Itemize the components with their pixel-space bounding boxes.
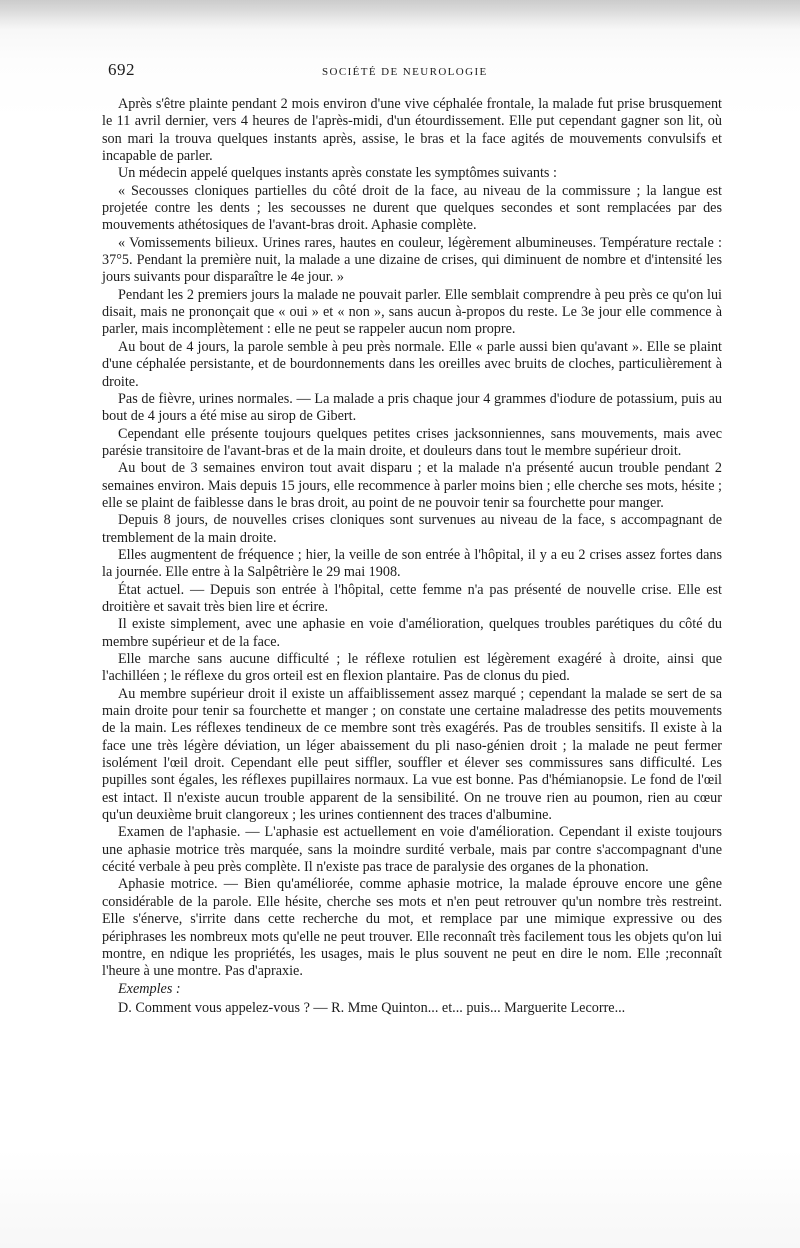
dialogue-line: D. Comment vous appelez-vous ? — R. Mme Quinton... et... puis... Marguerite Lecorre... (118, 999, 626, 1016)
page-header (108, 60, 720, 86)
paragraph: Après s'être plainte pendant 2 mois environ d'une vive céphalée frontale, la malade fut prise brusquement le 11 avril dernier, vers 4 heures de l'après-midi, d'un étourdissement. Elle put cependant gagner son lit, où son mari la trouva quelques instants après, assise, le bras et la face agités de mouvements convulsifs et incapable de parler. (102, 96, 722, 165)
paragraph: Elles augmentent de fréquence ; hier, la veille de son entrée à l'hôpital, il y a eu 2 crises assez fortes dans la journée. Elle entre à la Salpêtrière le 29 mai 1908. (102, 546, 722, 581)
paragraph: Pas de fièvre, urines normales. — La malade a pris chaque jour 4 grammes d'iodure de potassium, puis au bout de 4 jours a été mise au sirop de Gibert. (102, 390, 722, 425)
paragraph: Un médecin appelé quelques instants après constate les symptômes suivants : (118, 165, 557, 182)
body-text (102, 96, 722, 1017)
paragraph: Depuis 8 jours, de nouvelles crises cloniques sont survenues au niveau de la face, s accompagnant de tremblement de la main droite. (102, 512, 722, 546)
running-head: SOCIÉTÉ DE NEUROLOGIE (322, 66, 488, 78)
page-top-shadow (0, 0, 800, 30)
paragraph: Examen de l'aphasie. — L'aphasie est actuellement en voie d'amélioration. Cependant il existe toujours une aphasie motrice très marquée, sans la moindre surdité verbale, mais par contre s'accompagnant d'une cécité verbale à peu près complète. Il n'existe pas trace de paralysie des organes de la phonation. (102, 824, 722, 876)
paragraph: Au membre supérieur droit il existe un affaiblissement assez marqué ; cependant la malade se sert de sa main droite pour tenir sa fourchette et manger ; on constate une certaine maladresse des petits mouvements de la main. Les réflexes tendineux de ce membre sont très exagérés. Pas de troubles sensitifs. Il existe à la face une très légère déviation, un léger abaissement du pli naso-génien droit ; la malade ne peut fermer isolément l'œil droit. Cependant elle peut siffler, souffler et élever ses commissures sans difficulté. Les pupilles sont égales, les réflexes pupillaires normaux. La vue est bonne. Pas d'hémianopsie. Le fond de l'œil est intact. Il n'existe aucun trouble apparent de la sensibilité. On ne trouve rien au poumon, rien au cœur qu'un deuxième bruit clangoreux ; les urines contiennent des traces d'albumine. (102, 685, 722, 824)
paragraph: « Secousses cloniques partielles du côté droit de la face, au niveau de la commissure ; la langue est projetée contre les dents ; les secousses ne durent que quelques secondes et sont remplacées par des mouvements athétosiques de l'avant-bras droit. Aphasie complète. (102, 182, 722, 234)
paragraph: Elle marche sans aucune difficulté ; le réflexe rotulien est légèrement exagéré à droite, ainsi que l'achilléen ; le réflexe du gros orteil est en flexion plantaire. Pas de clonus du pied. (102, 651, 722, 685)
paragraph: Il existe simplement, avec une aphasie en voie d'amélioration, quelques troubles parétiques du côté du membre supérieur et de la face. (102, 616, 722, 650)
paragraph: Aphasie motrice. — Bien qu'améliorée, comme aphasie motrice, la malade éprouve encore une gêne considérable de la parole. Elle hésite, cherche ses mots et n'en peut retrouver qu'un nombre très restreint. Elle s'énerve, s'irrite dans cette recherche du mot, et remplace par une mimique expressive ou des périphrases les nombreux mots qu'elle ne peut trouver. Elle reconnaît très facilement tous les objets qu'on lui montre, en ndique les propriétés, les usages, mais le plus souvent ne peut en dire le nom. Elle ;reconnaît l'heure à une montre. Pas d'apraxie. (102, 876, 722, 980)
paragraph: Pendant les 2 premiers jours la malade ne pouvait parler. Elle semblait comprendre à peu près ce qu'on lui disait, mais ne prononçait que « oui » et « non », sans aucun à-propos du reste. Le 3e jour elle commence à parler, mais incomplètement : elle ne peut se rappeler aucun nom propre. (102, 286, 722, 338)
examples-heading: Exemples : (118, 980, 181, 997)
paragraph: Cependant elle présente toujours quelques petites crises jacksonniennes, sans mouvements, mais avec parésie transitoire de l'avant-bras et de la main droite, et douleurs dans tout le membre supérieur droit. (102, 425, 722, 459)
paragraph: Au bout de 3 semaines environ tout avait disparu ; et la malade n'a présenté aucun trouble pendant 2 semaines environ. Mais depuis 15 jours, elle recommence à parler moins bien ; elle cherche ses mots, hésite ; elle se plaint de faiblesse dans le bras droit, au point de ne pouvoir tenir sa fourchette pour manger. (102, 460, 722, 511)
page-number: 692 (108, 60, 135, 79)
paragraph: « Vomissements bilieux. Urines rares, hautes en couleur, légèrement albumineuses. Température rectale : 37°5. Pendant la première nuit, la malade a une dizaine de crises, qui diminuent de nombre et d'intensité les jours suivants pour disparaître le 4e jour. » (102, 234, 722, 286)
paragraph: État actuel. — Depuis son entrée à l'hôpital, cette femme n'a pas présenté de nouvelle crise. Elle est droitière et savait très bien lire et écrire. (102, 581, 722, 615)
paragraph: Au bout de 4 jours, la parole semble à peu près normale. Elle « parle aussi bien qu'avant ». Elle se plaint d'une céphalée persistante, et de bourdonnements dans les oreilles avec bruits de cloches, particulièrement à droite. (102, 338, 722, 390)
